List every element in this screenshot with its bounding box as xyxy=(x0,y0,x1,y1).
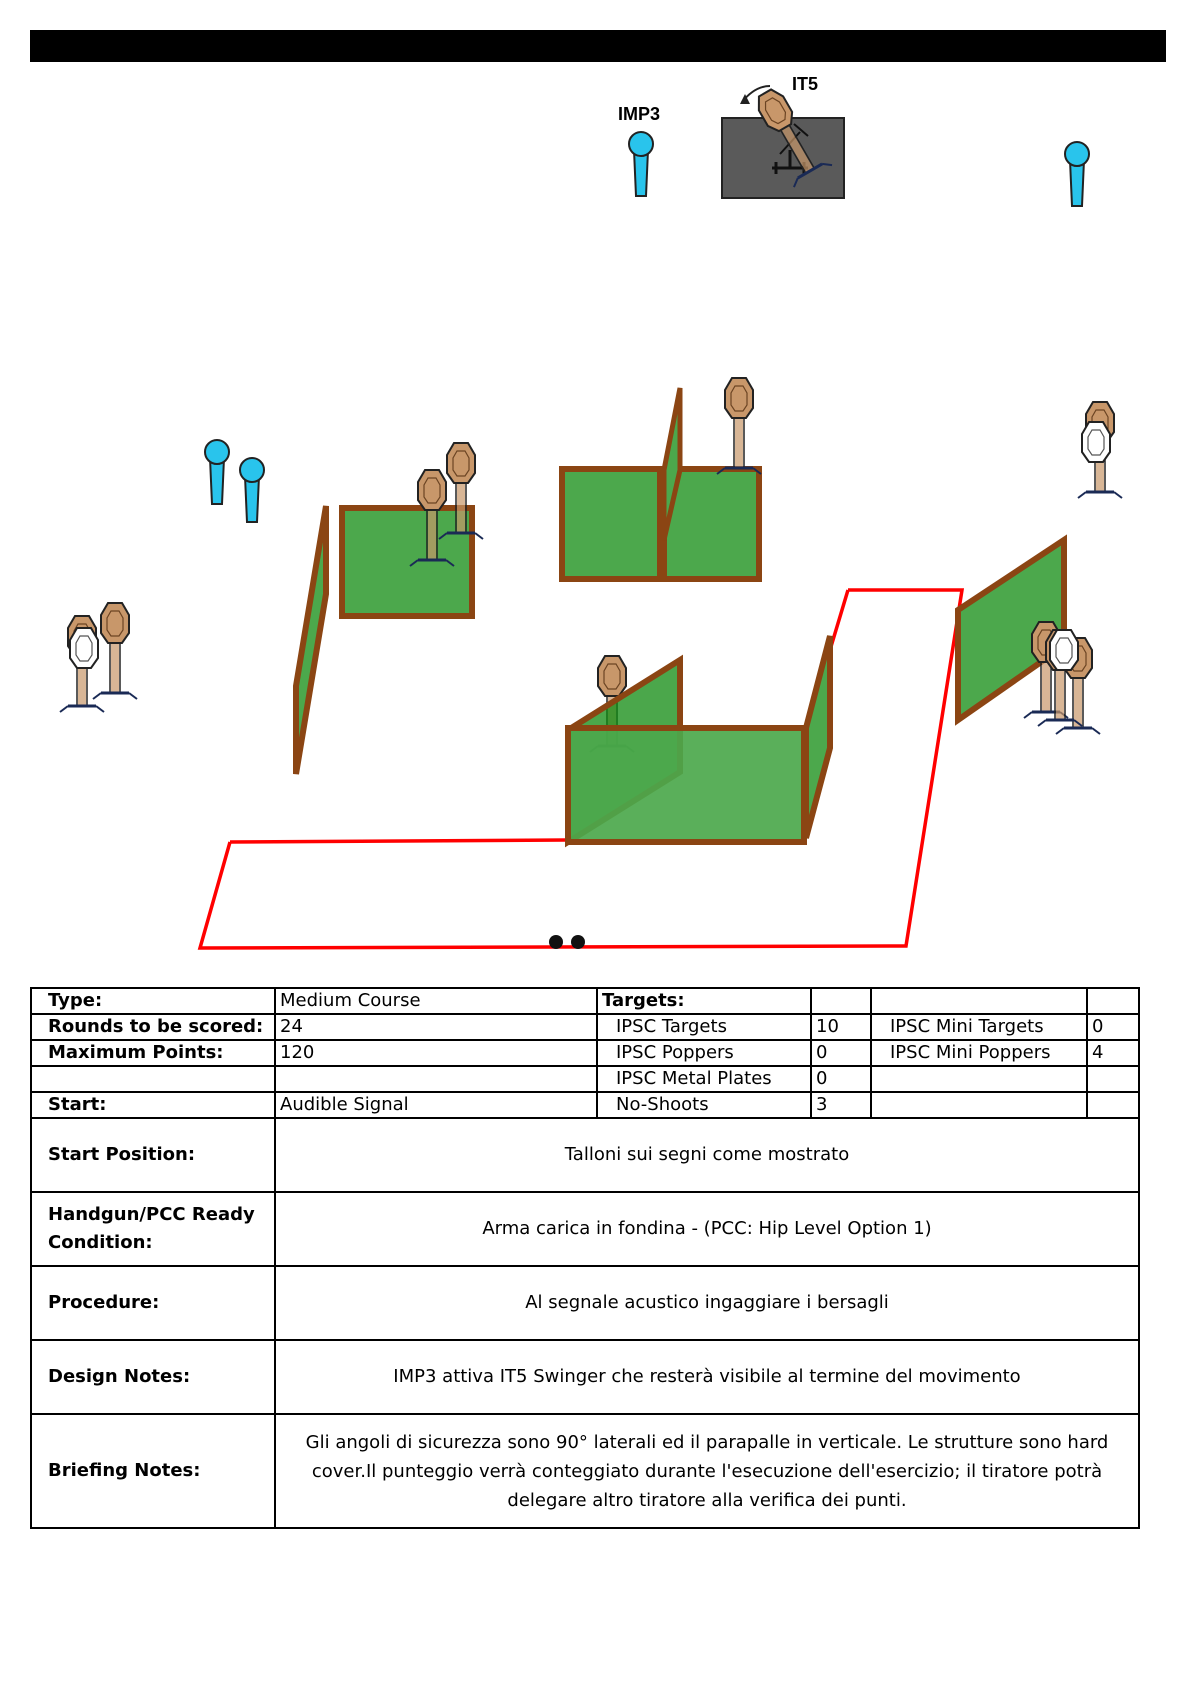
target-group-left xyxy=(60,603,137,712)
popper-left-2 xyxy=(240,458,264,522)
rounds-label: Rounds to be scored: xyxy=(31,1014,275,1040)
empty-cell xyxy=(871,1066,1087,1092)
ipsc-targets-value: 10 xyxy=(811,1014,871,1040)
ipsc-mini-targets-label: IPSC Mini Targets xyxy=(871,1014,1087,1040)
wall-front-box xyxy=(568,728,804,842)
procedure-label: Procedure: xyxy=(31,1266,275,1340)
start-position-value: Talloni sui segni come mostrato xyxy=(275,1118,1139,1192)
design-notes-label: Design Notes: xyxy=(31,1340,275,1414)
ipsc-mini-poppers-value: 4 xyxy=(1087,1040,1139,1066)
wall-left-box xyxy=(342,508,472,616)
empty-cell xyxy=(275,1066,597,1092)
start-mark-right xyxy=(571,935,585,949)
popper-imp3 xyxy=(629,132,653,196)
empty-cell xyxy=(1087,988,1139,1014)
empty-cell xyxy=(871,988,1087,1014)
points-value: 120 xyxy=(275,1040,597,1066)
start-label: Start: xyxy=(31,1092,275,1118)
empty-cell xyxy=(1087,1066,1139,1092)
wall-front-right xyxy=(806,636,830,838)
ipsc-poppers-label: IPSC Poppers xyxy=(597,1040,811,1066)
type-label: Type: xyxy=(31,988,275,1014)
it5-label: IT5 xyxy=(792,74,819,94)
no-shoots-label: No-Shoots xyxy=(597,1092,811,1118)
wall-left-diagonal xyxy=(296,506,326,774)
no-shoots-value: 3 xyxy=(811,1092,871,1118)
start-mark-left xyxy=(549,935,563,949)
fault-line-left-top xyxy=(230,840,566,842)
rounds-value: 24 xyxy=(275,1014,597,1040)
popper-top-right xyxy=(1065,142,1089,206)
procedure-value: Al segnale acustico ingaggiare i bersagli xyxy=(275,1266,1139,1340)
briefing-notes-value: Gli angoli di sicurezza sono 90° laterali ed il parapalle in verticale. Le strutture sono hard cover.Il punteggio verrà conteggiato durante l'esecuzione dell'esercizio; il tiratore potrà delegare altro tiratore alla verifica dei punti. xyxy=(275,1414,1139,1528)
start-position-label: Start Position: xyxy=(31,1118,275,1192)
imp3-label: IMP3 xyxy=(618,104,661,124)
ipsc-metal-plates-value: 0 xyxy=(811,1066,871,1092)
design-notes-value: IMP3 attiva IT5 Swinger che resterà visibile al termine del movimento xyxy=(275,1340,1139,1414)
start-value: Audible Signal xyxy=(275,1092,597,1118)
ipsc-targets-label: IPSC Targets xyxy=(597,1014,811,1040)
ipsc-metal-plates-label: IPSC Metal Plates xyxy=(597,1066,811,1092)
ipsc-mini-targets-value: 0 xyxy=(1087,1014,1139,1040)
empty-cell xyxy=(811,988,871,1014)
empty-cell xyxy=(1087,1092,1139,1118)
target-center-back xyxy=(717,378,761,474)
ready-condition-label: Handgun/PCC Ready Condition: xyxy=(31,1192,275,1266)
target-group-right xyxy=(1024,622,1100,734)
target-group-right-top xyxy=(1078,402,1122,498)
stage-briefing-table xyxy=(30,987,1140,1529)
ready-condition-value: Arma carica in fondina - (PCC: Hip Level Option 1) xyxy=(275,1192,1139,1266)
ipsc-poppers-value: 0 xyxy=(811,1040,871,1066)
empty-cell xyxy=(871,1092,1087,1118)
briefing-notes-label: Briefing Notes: xyxy=(31,1414,275,1528)
wall-center-left xyxy=(562,469,660,579)
points-label: Maximum Points: xyxy=(31,1040,275,1066)
ipsc-mini-poppers-label: IPSC Mini Poppers xyxy=(871,1040,1087,1066)
type-value: Medium Course xyxy=(275,988,597,1014)
targets-label: Targets: xyxy=(597,988,811,1014)
empty-cell xyxy=(31,1066,275,1092)
popper-left-1 xyxy=(205,440,229,504)
